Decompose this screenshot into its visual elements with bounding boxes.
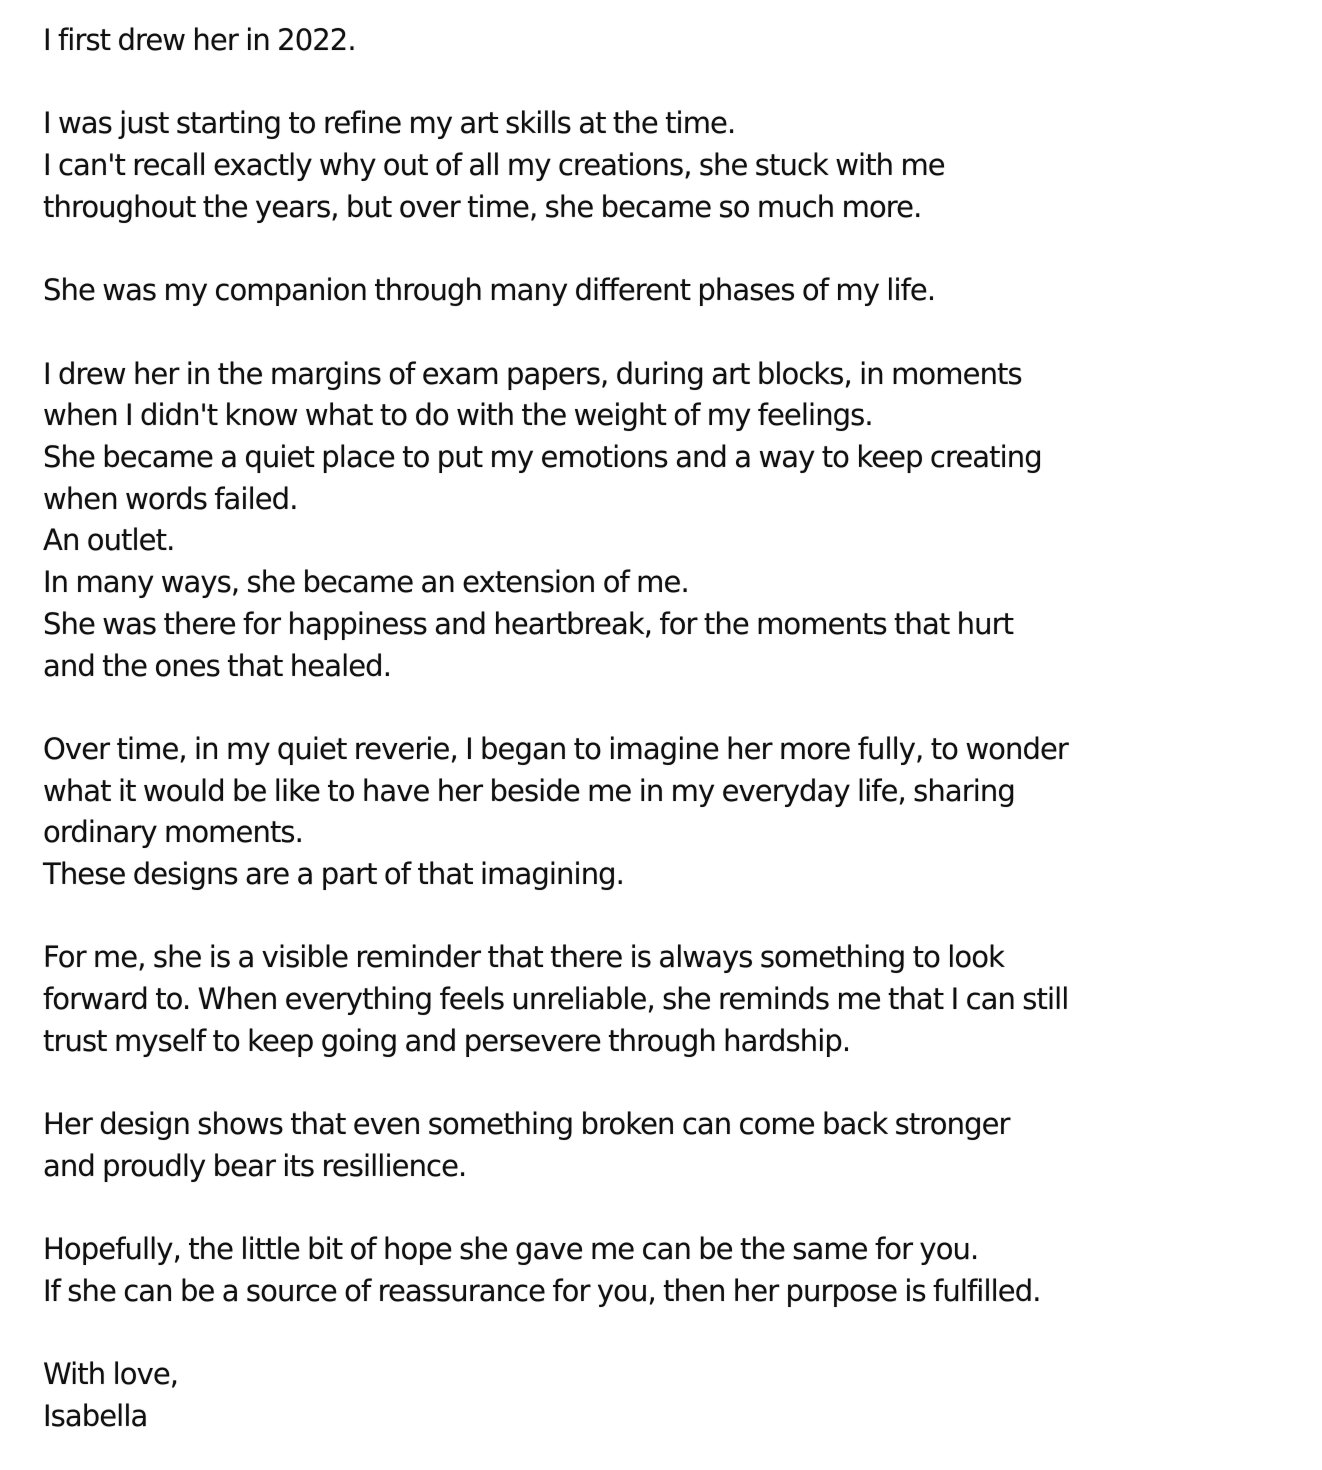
closing-line: With love, <box>43 1357 179 1392</box>
text-line: I first drew her in 2022. <box>43 23 356 57</box>
paragraph-companion <box>43 270 1293 312</box>
text-line: I can't recall exactly why out of all my creations, she stuck with me <box>43 148 945 183</box>
text-line: what it would be like to have her beside me in my everyday life, sharing <box>43 773 1015 808</box>
paragraph-hope <box>43 1229 1293 1312</box>
signature-name: Isabella <box>43 1399 148 1434</box>
text-line: when words failed. <box>43 481 298 516</box>
text-line: throughout the years, but over time, she became so much more. <box>43 189 922 224</box>
text-line: She was my companion through many different phases of my life. <box>43 273 936 308</box>
text-line: An outlet. <box>43 523 175 558</box>
text-line: forward to. When everything feels unreliable, she reminds me that I can still <box>43 982 1069 1017</box>
text-line: Her design shows that even something broken can come back stronger <box>43 1107 1010 1142</box>
signature-block <box>43 1354 1293 1437</box>
text-line: I drew her in the margins of exam papers, during art blocks, in moments <box>43 356 1022 391</box>
paragraph-art-skills <box>43 103 1293 228</box>
text-line: For me, she is a visible reminder that there is always something to look <box>43 940 1004 975</box>
paragraph-intro <box>43 20 1293 62</box>
text-line: She became a quiet place to put my emotions and a way to keep creating <box>43 439 1042 474</box>
text-line: If she can be a source of reassurance for you, then her purpose is fulfilled. <box>43 1273 1041 1308</box>
text-line: when I didn't know what to do with the weight of my feelings. <box>43 398 873 433</box>
text-line: I was just starting to refine my art skills at the time. <box>43 106 736 141</box>
text-line: Hopefully, the little bit of hope she gave me can be the same for you. <box>43 1232 979 1267</box>
text-line: These designs are a part of that imagining. <box>43 857 625 891</box>
paragraph-resilience <box>43 1104 1293 1187</box>
paragraph-outlet <box>43 354 1293 688</box>
text-line: Over time, in my quiet reverie, I began to imagine her more fully, to wonder <box>43 731 1068 766</box>
paragraph-imagining <box>43 729 1293 896</box>
letter-body <box>43 20 1293 1438</box>
text-line: and proudly bear its resillience. <box>43 1148 467 1183</box>
text-line: trust myself to keep going and persevere through hardship. <box>43 1023 851 1058</box>
text-line: She was there for happiness and heartbreak, for the moments that hurt <box>43 606 1014 641</box>
text-line: and the ones that healed. <box>43 648 392 683</box>
text-line: In many ways, she became an extension of me. <box>43 565 689 600</box>
text-line: ordinary moments. <box>43 815 303 850</box>
paragraph-reminder <box>43 937 1293 1062</box>
